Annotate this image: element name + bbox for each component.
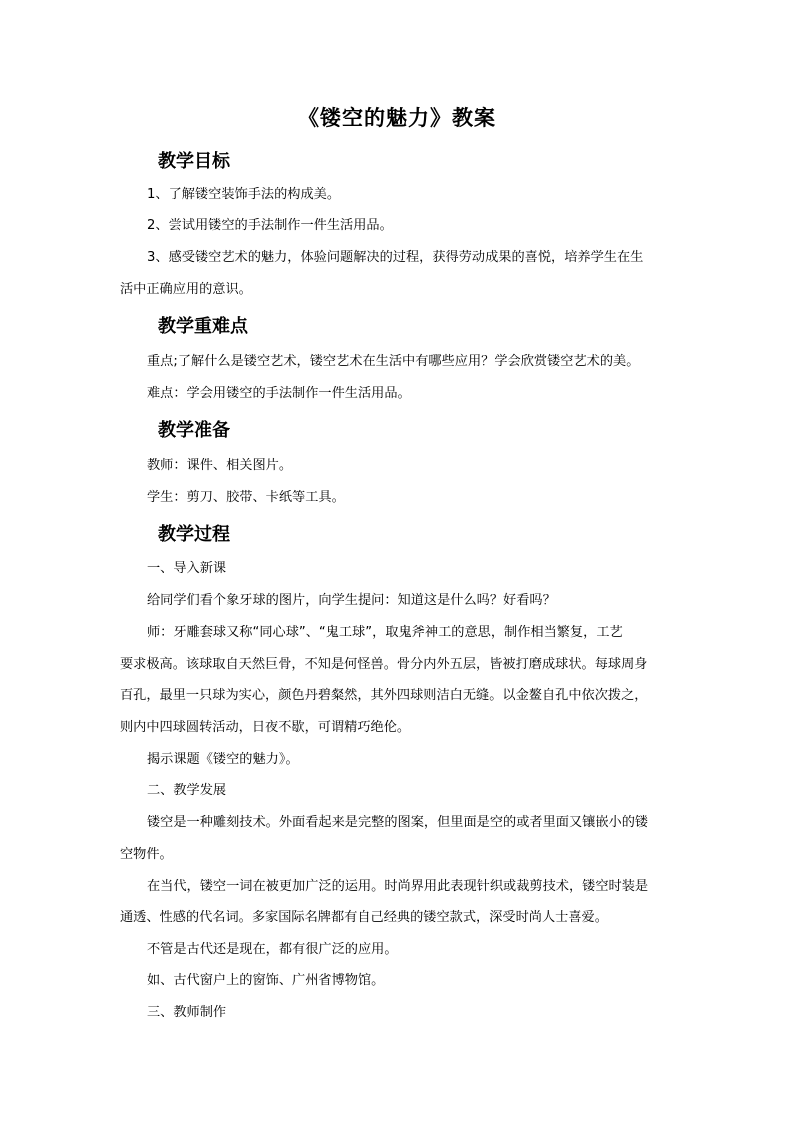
heading-preparation: 教学准备 bbox=[158, 420, 230, 441]
paragraph-definition-line-2: 空物件。 bbox=[120, 847, 173, 862]
paragraph-intro-question: 给同学们看个象牙球的图片，向学生提问：知道这是什么吗？好看吗？ bbox=[147, 593, 556, 608]
paragraph-teacher-line-2: 要求极高。该球取自天然巨骨，不知是何怪兽。骨分内外五层，皆被打磨成球状。每球周身 bbox=[120, 657, 648, 672]
paragraph-modern-line-1: 在当代，镂空一词在被更加广泛的运用。时尚界用此表现针织或裁剪技术，镂空时装是 bbox=[147, 879, 649, 894]
section-1-title: 一、导入新课 bbox=[147, 561, 227, 576]
objective-item-3-cont: 活中正确应用的意识。 bbox=[120, 282, 252, 297]
paragraph-usage: 不管是古代还是现在，都有很广泛的应用。 bbox=[147, 942, 398, 957]
objective-item-2: 2、尝试用镂空的手法制作一件生活用品。 bbox=[147, 218, 393, 233]
paragraph-teacher-line-1: 师：牙雕套球又称“同心球”、“鬼工球”，取鬼斧神工的意思，制作相当繁复，工艺 bbox=[147, 625, 623, 640]
paragraph-reveal-topic: 揭示课题《镂空的魅力》。 bbox=[147, 752, 299, 767]
heading-key-points: 教学重难点 bbox=[158, 316, 248, 337]
key-point-difficulty: 难点：学会用镂空的手法制作一件生活用品。 bbox=[147, 386, 411, 401]
paragraph-teacher-line-4: 则内中四球圆转活动，日夜不歇，可谓精巧绝伦。 bbox=[120, 720, 411, 735]
preparation-student: 学生：剪刀、胶带、卡纸等工具。 bbox=[147, 490, 345, 505]
paragraph-teacher-line-3: 百孔，最里一只球为实心，颜色丹碧粲然，其外四球则洁白无缝。以金鳌自孔中依次拨之， bbox=[120, 688, 648, 703]
objective-item-3: 3、感受镂空艺术的魅力，体验问题解决的过程，获得劳动成果的喜悦，培养学生在生 bbox=[147, 250, 644, 265]
key-point-focus: 重点;了解什么是镂空艺术，镂空艺术在生活中有哪些应用？学会欣赏镂空艺术的美。 bbox=[147, 354, 640, 369]
preparation-teacher: 教师：课件、相关图片。 bbox=[147, 458, 293, 473]
objective-item-1: 1、了解镂空装饰手法的构成美。 bbox=[147, 187, 341, 202]
paragraph-definition-line-1: 镂空是一种雕刻技术。外面看起来是完整的图案，但里面是空的或者里面又镶嵌小的镂 bbox=[147, 815, 649, 830]
document-title: 《镂空的魅力》教案 bbox=[298, 105, 496, 130]
paragraph-modern-line-2: 通透、性感的代名词。多家国际名牌都有自己经典的镂空款式，深受时尚人士喜爱。 bbox=[120, 910, 608, 925]
section-3-title: 三、教师制作 bbox=[147, 1005, 227, 1020]
paragraph-examples: 如、古代窗户上的窗饰、广州省博物馆。 bbox=[147, 973, 385, 988]
section-2-title: 二、教学发展 bbox=[147, 783, 227, 798]
heading-objectives: 教学目标 bbox=[158, 151, 230, 172]
heading-process: 教学过程 bbox=[158, 524, 230, 545]
